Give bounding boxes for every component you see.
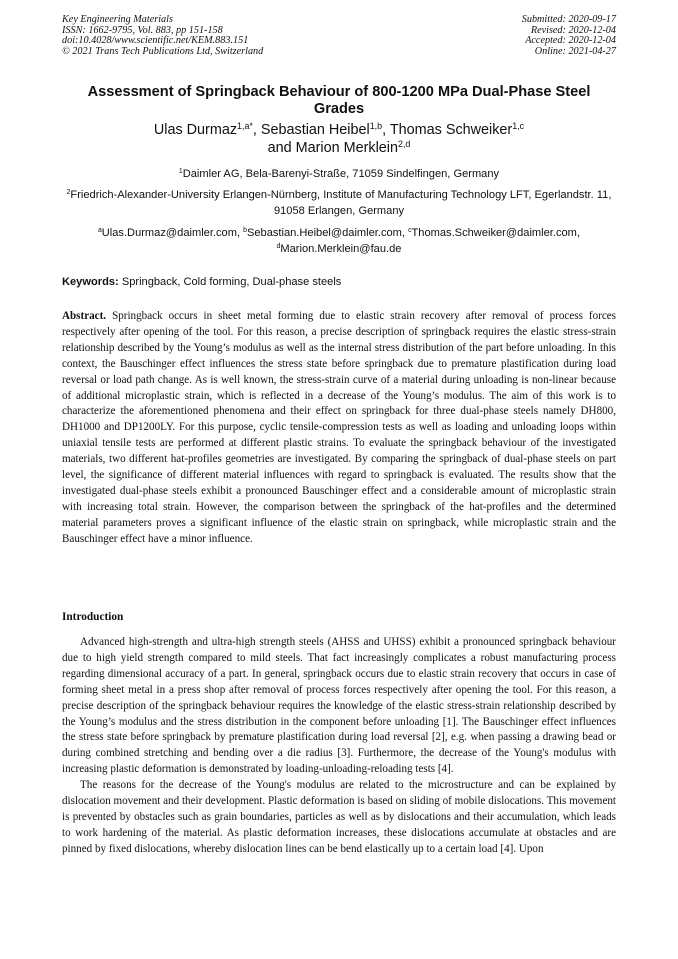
keywords-line — [62, 274, 341, 290]
author-name: Ulas Durmaz — [153, 122, 238, 138]
email-marker: c — [408, 227, 412, 235]
abstract-label: Abstract. — [62, 310, 107, 322]
email-marker: a — [97, 227, 102, 235]
author-affiliation-marker: 1,a* — [237, 121, 253, 132]
paragraph: The reasons for the decrease of the Young's modulus are related to the microstructure and can be explained by dislocation movement and their development. Plastic deformation is based on sliding of mobile dislocations. This movement is prevented by obstacles such as grain boundaries, particles as well as by dislocations and their accumulation, which leads to work hardening of the material. As plastic deformation increases, these dislocations accumulate at obstacles and are pinned by fixed dislocations, whereby dislocation lines can be bend elastically up to a certain load [4]. Upon — [62, 779, 616, 855]
author-name: Thomas Schweiker — [389, 122, 513, 138]
revised-date: Revised: 2020-12-04 — [530, 24, 616, 36]
author-name: Marion Merklein — [295, 139, 398, 156]
affiliation-text: Daimler AG, Bela-Barenyi-Straße, 71059 Sindelfingen, Germany — [182, 168, 500, 180]
doi-line: doi:10.4028/www.scientific.net/KEM.883.151 — [62, 35, 249, 47]
submitted-date: Submitted: 2020-09-17 — [521, 14, 616, 25]
email-link[interactable]: Ulas.Durmaz@daimler.com — [101, 227, 237, 239]
introduction-body — [62, 635, 616, 858]
issn-line: ISSN: 1662-9795, Vol. 883, pp 151-158 — [62, 24, 223, 36]
author-name: Sebastian Heibel — [260, 122, 370, 138]
email-link[interactable]: Marion.Merklein@fau.de — [280, 243, 402, 255]
affiliation-text: Friedrich-Alexander-University Erlangen-Nürnberg, Institute of Manufacturing Technology LFT, Egerlandstr. 11, 91058 Erlangen, Germany — [70, 189, 612, 217]
journal-info — [62, 15, 263, 57]
paper-title: Assessment of Springback Behaviour of 800-1200 MPa Dual-Phase Steel Grades — [87, 84, 591, 117]
journal-name: Key Engineering Materials — [62, 14, 173, 25]
abstract-text: Springback occurs in sheet metal forming due to elastic strain recovery after removal of process forces respectively after opening of the tool. For this reason, a precise description of springback requires the elastic stress-strain relationship described by the Young’s modulus as well as the internal stress distribution of the part before unloading. In this context, the Bauschinger effect influences the stress state before springback due to premature plastification during load reversal or load path change. As is well known, the stress-strain curve of a material during unloading is non-linear because of additional microplastic strain, which is reflected in a decrease of the Young’s modulus. The aim of this work is to characterize the aforementioned phenomena and their effect on springback for three dual-phase steels namely DH800, DH1000 and DP1200LY. For this purpose, cyclic tensile-compression tests as well as loading and unloading loops within uniaxial tensile tests are performed at different plastic strains. To evaluate the springback behaviour of the investigated materials, two different hat-profiles geometries are investigated. By comparing the springback of dual-phase steels on part level, the significance of different material influences with regard to springback is evaluated. The results show that the investigated dual-phase steels exhibit a pronounced Bauschinger effect and a considerable amount of microplastic strain with increasing total strain. However, the comparison between the springback of the hat-profiles and the determined material parameters proves a significant influence of the elastic strain on springback, while microplastic strain and the Bauschinger effect have a minor influence. — [62, 310, 616, 545]
email-marker: b — [243, 227, 247, 235]
author-conjunction: and — [267, 139, 292, 156]
keywords-text: Springback, Cold forming, Dual-phase steels — [121, 276, 342, 288]
paragraph: Advanced high-strength and ultra-high strength steels (AHSS and UHSS) exhibit a pronounced springback behaviour due to high yield strength compared to mild steels. That fact increasingly complicates a robust manufacturing process regarding dimensional accuracy of a part. In general, springback occurs due to elastic strain recovery that occurs in case of forming sheet metal in a press shop after removal of process forces respectively after opening the tool. For this reason, a precise description of the springback behaviour requires the knowledge of the elastic stress-strain relationship described by the Young’s modulus and the stress distribution in the component before unloading [1]. The Bauschinger effect influences the stress state before springback by premature plastification during load reversal [2], e.g. when passing a drawing bead or during combined stretching and bending over a die radius [3]. Furthermore, the decrease of the Young's modulus with increasing plastic deformation is demonstrated by loading-unloading-reloading tests [4]. — [62, 636, 616, 776]
copyright-line: © 2021 Trans Tech Publications Ltd, Switzerland — [62, 45, 264, 57]
affiliation-2 — [62, 187, 616, 219]
publication-dates — [522, 15, 616, 57]
author-affiliation-marker: 1,b — [369, 121, 383, 132]
keywords-label: Keywords: — [62, 276, 119, 288]
email-link[interactable]: Thomas.Schweiker@daimler.com — [411, 227, 577, 239]
affiliation-marker: 2 — [66, 189, 71, 197]
abstract — [62, 309, 616, 548]
affiliation-marker: 1 — [178, 168, 183, 176]
email-list: $^a$Ulas.Durmaz@daimler.com, $^b$Sebastian.Heibel@daimler.com, $^c$Thomas.Schweiker@daimler.com, $^d$Marion.Merklein@fau.de — [97, 227, 581, 255]
accepted-date: Accepted: 2020-12-04 — [525, 35, 616, 47]
author-list: Ulas Durmaz$^{1,a*}$, Sebastian Heibel$^{1,b}$, Thomas Schweiker$^{1,c}$ and Marion Merklein$^{2,d}$ — [153, 121, 525, 156]
author-affiliation-marker: 2,d — [398, 138, 411, 149]
email-marker: d — [276, 243, 281, 251]
email-link[interactable]: Sebastian.Heibel@daimler.com — [246, 227, 402, 239]
affiliation-1 — [62, 166, 616, 182]
section-heading: Introduction — [62, 611, 124, 623]
online-date: Online: 2021-04-27 — [534, 45, 616, 57]
author-affiliation-marker: 1,c — [512, 121, 525, 132]
